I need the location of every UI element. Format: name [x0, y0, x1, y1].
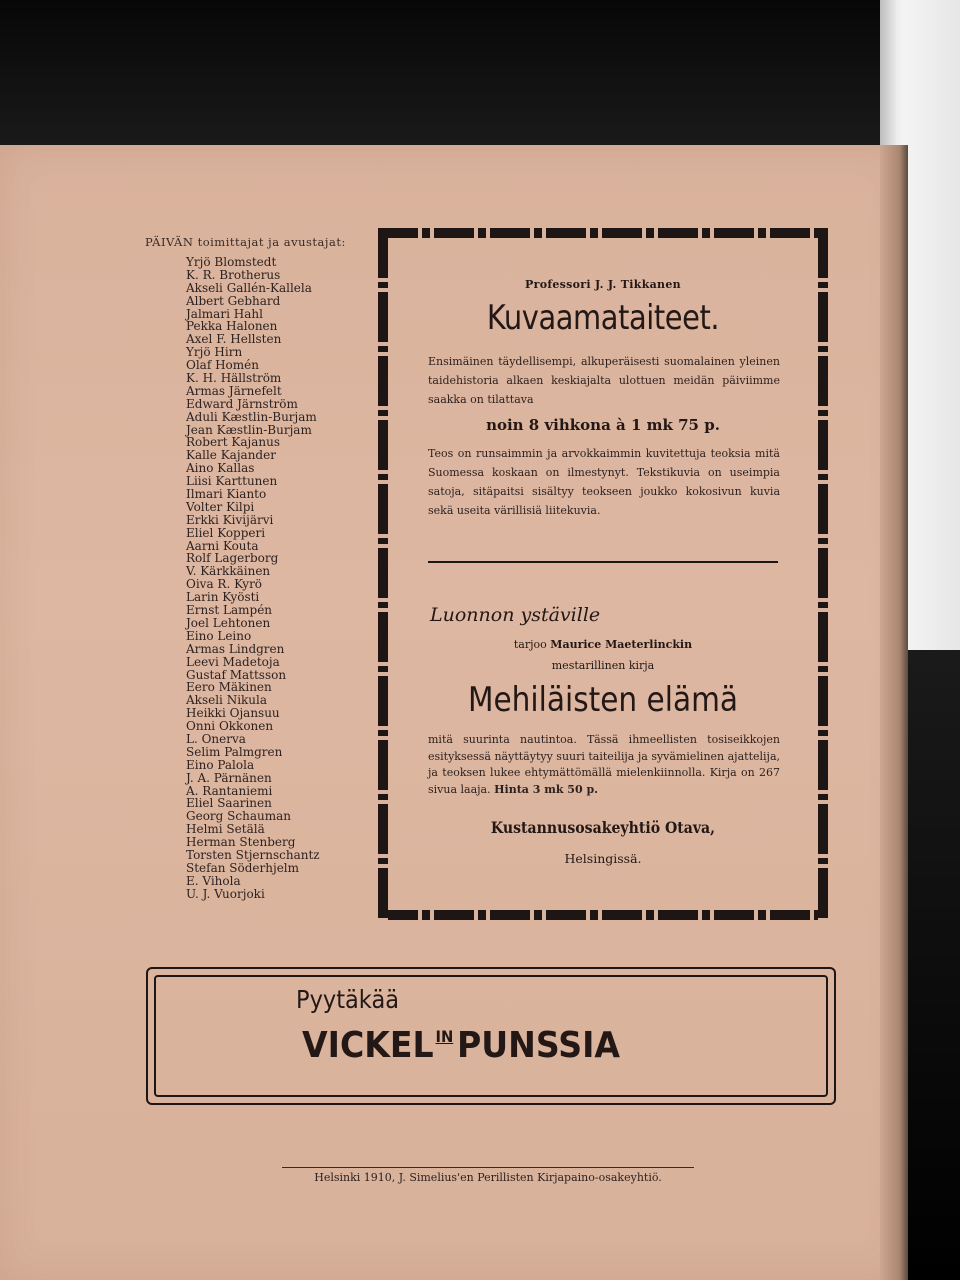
contributor-name: Gustaf Mattsson — [186, 667, 287, 682]
ad-divider — [428, 561, 778, 563]
background-dark — [0, 0, 960, 150]
advertisement-box — [378, 228, 828, 920]
decorative-border-bottom — [378, 910, 828, 920]
contributor-name: Joel Lehtonen — [186, 615, 271, 630]
contributor-name: Eino Palola — [186, 757, 255, 772]
ad2-heading: Luonnon ystäville — [430, 604, 601, 626]
contributor-name: Akseli Nikula — [186, 693, 268, 708]
ad2-offer-prefix: tarjoo — [513, 638, 547, 651]
imprint: Helsinki 1910, J. Simelius'en Perillisten Kirjapaino-osakeyhtiö. — [314, 1171, 662, 1184]
contributor-name: Axel F. Hellsten — [186, 332, 282, 347]
contributor-name: Yrjö Blomstedt — [186, 255, 277, 269]
page-edge — [880, 145, 908, 1280]
vickel-brand-in: IN — [435, 1027, 454, 1046]
contributor-name: Armas Järnefelt — [186, 383, 282, 398]
contributor-name: Ernst Lampén — [186, 603, 273, 618]
contributor-name: Eliel Saarinen — [186, 796, 272, 811]
ad2-price: Hinta 3 mk 50 p. — [494, 782, 598, 796]
vickel-brand-b: PUNSSIA — [456, 1025, 621, 1066]
contributor-name: Leevi Madetoja — [186, 654, 280, 669]
contributor-name: Selim Palmgren — [186, 744, 283, 759]
contributor-name: Kalle Kajander — [186, 448, 276, 463]
contributors-list — [186, 256, 320, 901]
contributor-name: Aduli Kæstlin-Burjam — [186, 409, 317, 424]
contributor-name: Eliel Kopperi — [186, 525, 266, 540]
ad1-author: Professori J. J. Tikkanen — [525, 278, 681, 291]
vickel-ad-brand — [302, 1025, 620, 1066]
contributor-name: Eino Leino — [186, 628, 252, 643]
contributor-name: Erkki Kivijärvi — [186, 512, 274, 527]
ad1-details: Teos on runsaimmin ja arvokkaimmin kuvitettuja teoksia mitä Suomessa koskaan on ilmestynyt. Tekstikuvia on useimpia satoja, sitäpaitsi sisältyy teokseen joukko kokosivun kuvia sekä useita värillisiä liitekuvia. — [428, 447, 780, 517]
contributor-name: A. Rantaniemi — [186, 783, 273, 798]
contributor-name: Olaf Homén — [186, 358, 259, 373]
contributor-name: J. A. Pärnänen — [186, 770, 272, 785]
contributor-name: Georg Schauman — [186, 809, 291, 824]
contributor-name: Torsten Stjernschantz — [186, 847, 320, 862]
contributor-name: U. J. Vuorjoki — [186, 886, 265, 901]
contributor-name: Aino Kallas — [186, 461, 255, 476]
contributor-name: Edward Järnström — [186, 396, 298, 411]
contributor-name: Armas Lindgren — [186, 641, 285, 656]
contributor-name: Heikki Ojansuu — [186, 706, 280, 721]
ad1-price: noin 8 vihkona à 1 mk 75 p. — [486, 416, 720, 434]
contributor-name: Eero Mäkinen — [186, 680, 272, 695]
ad2-title: Mehiläisten elämä — [467, 680, 739, 720]
contributor-name: Jean Kæstlin-Burjam — [186, 422, 312, 437]
ad2-city: Helsingissä. — [564, 851, 642, 866]
contributor-name: Rolf Lagerborg — [186, 551, 279, 566]
contributor-name: Robert Kajanus — [186, 435, 281, 450]
contributor-name: K. R. Brotherus — [186, 267, 281, 282]
ad1-title: Kuvaamataiteet. — [486, 298, 720, 338]
contributor-name: V. Kärkkäinen — [186, 564, 271, 579]
ad2-description-block — [428, 732, 780, 798]
decorative-border-left — [378, 228, 388, 920]
ad2-publisher: Kustannusosakeyhtiö Otava, — [490, 818, 716, 837]
ad2-subtitle: mestarillinen kirja — [551, 659, 655, 672]
contributor-name: Onni Okkonen — [186, 719, 274, 734]
contributor-name: Oiva R. Kyrö — [186, 577, 263, 592]
contributor-name: E. Vihola — [186, 873, 241, 888]
vickel-brand-a: VICKEL — [302, 1025, 434, 1066]
vickel-ad-line1: Pyytäkää — [296, 985, 400, 1014]
contributor-name: Stefan Söderhjelm — [186, 860, 300, 875]
contributor-name: Yrjö Hirn — [186, 345, 243, 360]
ad2-offer-author: Maurice Maeterlinckin — [550, 638, 693, 651]
decorative-border-right — [818, 228, 828, 920]
contributor-name: Albert Gebhard — [186, 293, 281, 308]
contributor-name: Larin Kyösti — [186, 590, 260, 605]
contributor-name: L. Onerva — [186, 731, 246, 746]
ad2-offer — [378, 638, 828, 651]
contributor-name: Liisi Karttunen — [186, 474, 278, 489]
contributor-name: Helmi Setälä — [186, 822, 265, 837]
contributor-name: Volter Kilpi — [186, 499, 255, 514]
contributors-title: PÄIVÄN toimittajat ja avustajat: — [145, 235, 346, 249]
contributor-name: Aarni Kouta — [186, 538, 259, 553]
contributor-name: Ilmari Kianto — [186, 487, 267, 502]
contributor-name: Akseli Gallén-Kallela — [186, 280, 312, 295]
decorative-border-top — [378, 228, 828, 238]
ad1-description: Ensimäinen täydellisempi, alkuperäisesti suomalainen yleinen taidehistoria alkaen keskiajalta ulottuen meidän päiviimme saakka on tilattava — [428, 355, 780, 406]
contributor-name: Jalmari Hahl — [186, 306, 263, 321]
contributor-name: K. H. Hällström — [186, 371, 282, 386]
contributor-name: Herman Stenberg — [186, 835, 296, 850]
ad2-description: mitä suurinta nautintoa. Tässä ihmeellisten tosiseikkojen esityksessä näyttäytyy suuri taiteilija ja syvämielinen ajattelija, ja teoksen lukee ehtymättömällä mielenkiinnolla. Kirja on 267 sivua laaja. — [428, 733, 780, 796]
imprint-rule — [282, 1167, 694, 1168]
contributor-name: Pekka Halonen — [186, 319, 278, 334]
